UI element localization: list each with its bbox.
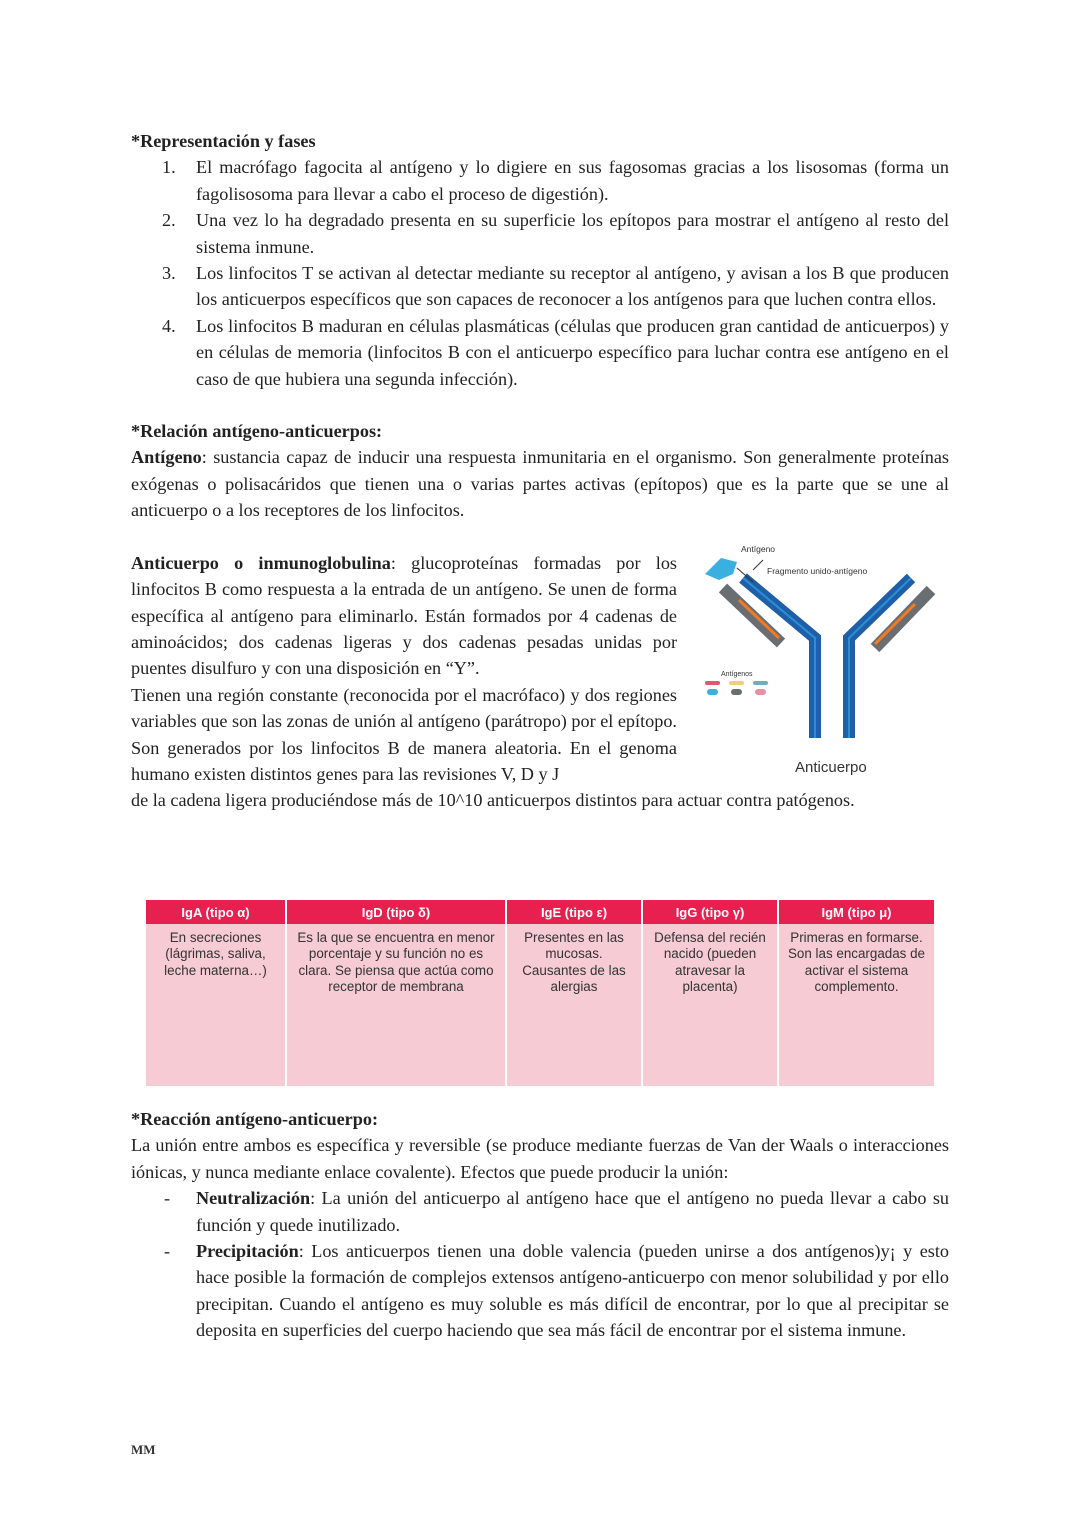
cell-igg: Defensa del recién nacido (pueden atravesar la placenta) [642,924,778,1086]
label-antigens: Antígenos [721,670,753,678]
list-item [131,313,949,392]
list-item-text: El macrófago fagocita al antígeno y lo digiere en sus fagosomas gracias a los lisosomas (forma un fagolisosoma para llevar a cabo el proceso de digestión). [196,157,949,204]
list-number: 1. [162,157,176,178]
list-number: 3. [162,263,176,284]
header-igd: IgD (tipo δ) [286,900,506,924]
section-heading-phases: *Representación y fases [131,131,316,151]
effect-text: : Los anticuerpos tienen una doble valencia (pueden unirse a dos antígenos)y¡ y esto hace posible la formación de complejos extensos antígeno-anticuerpo con menor solubilidad y por ello precipitan. Cuando el antígeno es muy soluble es más difícil de encontrar, por lo que al precipitar se deposita en superficies del cuerpo haciendo que sea más fácil de encontrar por el sistema inmune. [196,1241,949,1341]
immunoglobulin-table [146,900,934,1086]
header-igm: IgM (tipo μ) [778,900,934,924]
list-item [131,1185,949,1238]
cell-igm: Primeras en formarse. Son las encargadas de activar el sistema complemento. [778,924,934,1086]
antigen-text: : sustancia capaz de inducir una respuesta inmunitaria en el organismo. Son generalmente proteínas exógenas o polisacáridos que tienen una o varias partes activas (epítopos) que es la parte que se une al anticuerpo o a los receptores de los linfocitos. [131,447,949,521]
list-item-text: Los linfocitos T se activan al detectar mediante su receptor al antígeno, y avisan a los B que producen los anticuerpos específicos que son capaces de reconocer a los antígenos para que luchen contra ellos. [196,263,949,310]
label-antigen: Antígeno [741,543,776,554]
antigen-definition [131,444,949,523]
section-heading-reaction: *Reacción antígeno-anticuerpo: [131,1109,379,1129]
header-ige: IgE (tipo ε) [506,900,642,924]
phases-list [131,154,949,392]
reaction-section [131,1106,949,1344]
label-fragment: Fragmento unido-antígeno [767,565,868,576]
list-item-text: Los linfocitos B maduran en células plasmáticas (células que producen gran cantidad de anticuerpos) y en células de memoria (linfocitos B con el anticuerpo específico para luchar contra ese antígeno en el caso de que hubiera una segunda infección). [196,315,949,389]
list-item [131,207,949,260]
list-item [131,260,949,313]
cell-igd: Es la que se encuentra en menor porcentaje y su función no es clara. Se piensa que actúa como receptor de membrana [286,924,506,1086]
effect-term: Neutralización [196,1188,311,1209]
list-number: 2. [162,210,176,231]
antibody-term: Anticuerpo o inmunoglobulina [131,552,391,573]
header-igg: IgG (tipo γ) [642,900,778,924]
antibody-regions-paragraph: Tienen una región constante (reconocida por el macrófaco) y dos regiones variables que son las zonas de unión al antígeno (parátropo) por el epítopo. [131,684,677,732]
label-antibody: Anticuerpo [795,758,867,776]
antibody-definition [131,550,677,682]
footer-initials: MM [131,1442,156,1457]
antibody-generation-continued: de la cadena ligera produciéndose más de 10^10 anticuerpos distintos para actuar contra patógenos. [131,790,855,811]
antibody-text: : glucoproteínas formadas por los linfocitos B como respuesta a la entrada de un antígeno. Se unen de forma específica al antígeno para eliminarlo. Están formados por 4 cadenas de aminoácidos; dos cadenas ligeras y dos cadenas pesadas unidas por puentes disulfuro y con una disposición en “Y”. [131,552,677,679]
reaction-intro: La unión entre ambos es específica y reversible (se produce mediante fuerzas de Van der Waals o interacciones iónicas, y nunca mediante enlace covalente). Efectos que puede producir la unión: [131,1135,949,1182]
table-row [146,924,934,1086]
effect-term: Precipitación [196,1241,299,1262]
antigen-shape [705,558,737,580]
document-body [131,128,949,814]
antibody-generation-paragraph: Son generados por los linfocitos B de manera aleatoria. En el genoma humano existen distintos genes para las revisiones V, D y J [131,737,677,784]
effect-text: : La unión del anticuerpo al antígeno hace que el antígeno no pueda llevar a cabo su función y quede inutilizado. [196,1188,949,1235]
cell-iga: En secreciones (lágrimas, saliva, leche materna…) [146,924,286,1086]
antibody-diagram [703,538,953,788]
list-item-text: Una vez lo ha degradado presenta en su superficie los epítopos para mostrar el antígeno al resto del sistema inmune. [196,210,949,257]
list-dash: - [164,1188,171,1209]
list-number: 4. [162,315,176,336]
list-item [131,154,949,207]
cell-ige: Presentes en las mucosas. Causantes de las alergias [506,924,642,1086]
header-iga: IgA (tipo α) [146,900,286,924]
antibody-block [131,543,949,788]
list-item [131,1238,949,1344]
antigen-term: Antígeno [131,447,202,468]
table-header-row [146,900,934,924]
list-dash: - [164,1241,171,1262]
effects-list [131,1185,949,1343]
heavy-chain-left [743,578,815,738]
heavy-chain-right [849,578,911,738]
section-heading-relation: *Relación antígeno-anticuerpos: [131,421,383,442]
antibody-text-column [131,550,677,788]
antigens-legend-icons [705,681,768,695]
